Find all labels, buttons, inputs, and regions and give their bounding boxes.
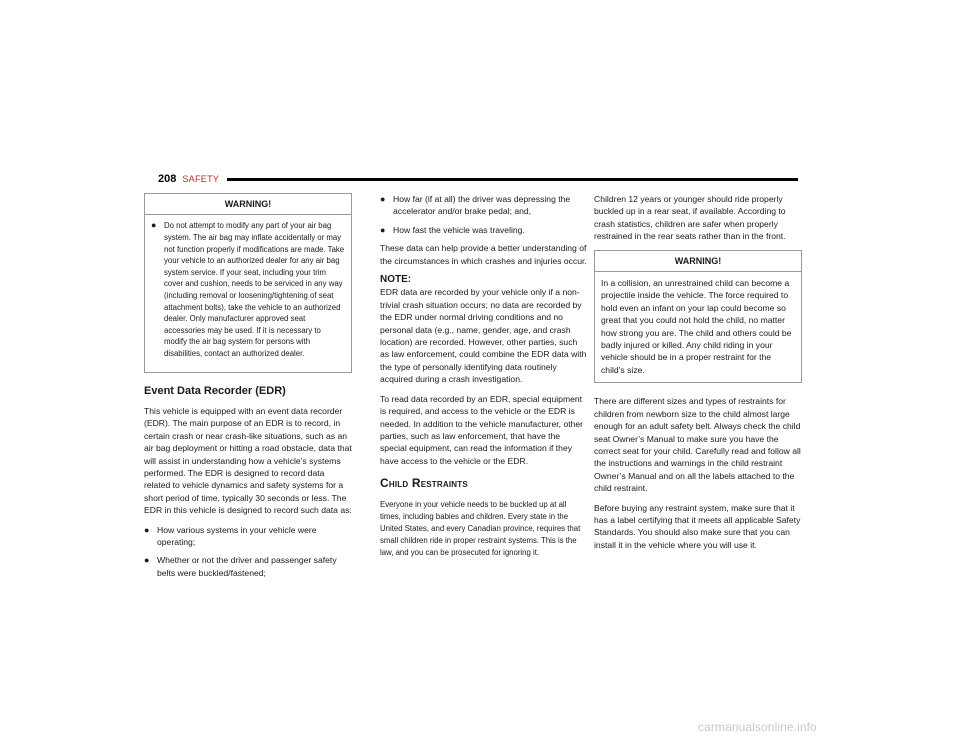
warning-bullet [151,220,345,359]
edr-read-paragraph: To read data recorded by an EDR, special equipment is required, and access to the vehicle or the EDR is needed. In addition to the vehicle manufacturer, other parties, such as law enforcement, that have the special equipment, can read the information if they have access to the vehicle or the EDR. [380,393,584,466]
bullet-icon: ● [380,224,386,235]
warning-body [595,272,801,382]
edr-paragraph: These data can help provide a better understanding of the circumstances in which crashes and injuries occur. [380,243,587,266]
warning-text: Do not attempt to modify any part of your air bag system. The air bag may inflate accidentally or may not function properly if modifications are made. Take your vehicle to an authorized dealer for any air bag system service. If your seat, including your trim cover and cushion, needs to be serviced in any way (including removal or loosening/tightening of seat attachment bolts), take the vehicle to an authorized dealer. Only manufacturer approved seat accessories may be used. If it is necessary to modify the air bag system for persons with disabilities, contact an authorized dealer. [164,221,345,358]
list-item-text: How various systems in your vehicle were operating; [157,524,317,547]
warning-body [145,215,351,371]
list-item-text: How fast the vehicle was traveling. [393,224,525,235]
column-middle [380,193,588,567]
child-restraints-heading: Child Restraints [380,476,468,491]
restraint-buying-paragraph: Before buying any restraint system, make sure that it has a label certifying that it meets all applicable Safety Standards. You should also make sure that you can install it in the vehicle where you will use it. [594,502,801,550]
bullet-icon: ● [151,220,157,231]
warning-text: In a collision, an unrestrained child can become a projectile inside the vehicle. The force required to hold even an infant on your lap could become so great that you could not hold the child, no matter how strong you are. The child and others could be badly injured or killed. Any child riding in your vehicle should be in a proper restraint for the child’s size. [601,278,792,375]
note-label: NOTE: [380,274,412,286]
warning-title: WARNING! [145,194,351,215]
column-right [594,193,802,558]
edr-intro: This vehicle is equipped with an event data recorder (EDR). The main purpose of an EDR is to record, in certain crash or near crash-like situations, such as an air bag deployment or hitting a road obstacle, data that will assist in understanding how a vehicle’s systems performed. The EDR is designed to record data related to vehicle dynamics and safety systems for a short period of time, typically 30 seconds or less. The EDR in this vehicle is designed to record such data as: [144,405,352,516]
header-rule [227,178,798,181]
bullet-icon: ● [380,194,386,204]
child-warning-box [594,250,802,384]
list-item [380,193,588,218]
page-number: 208 [158,173,177,185]
child-restraints-intro: Everyone in your vehicle needs to be buckled up at all times, including babies and children. Every state in the United States, and every Canadian province, requires that small children ride in proper restraint systems. This is the law, and you can be prosecuted for ignoring it. [380,499,581,558]
bullet-icon: ● [144,524,150,535]
note-text: EDR data are recorded by your vehicle only if a non-trivial crash situation occurs; no data are recorded by the EDR under normal driving conditions and no personal data (e.g., name, gender, age, and crash location) are recorded. However, other parties, such as law enforcement, could combine the EDR data with the type of personally identifying data routinely acquired during a crash investigation. [380,287,587,385]
edr-heading: Event Data Recorder (EDR) [144,384,286,397]
warning-title: WARNING! [595,251,801,272]
list-item [144,554,352,579]
restraint-types-paragraph: There are different sizes and types of restraints for children from newborn size to the child almost large enough for an adult safety belt. Always check the child seat Owner’s Manual to make sure you have the correct seat for your child. Carefully read and follow all the instructions and warnings in the child restraint Owner’s Manual and on all the labels attached to the child restraint. [594,396,801,494]
child-age-paragraph: Children 12 years or younger should ride properly buckled up in a rear seat, if available. According to crash statistics, children are safer when properly restrained in the rear seats rather than in the front. [594,194,786,242]
watermark: carmanualsonline.info [698,720,817,734]
list-item [144,524,352,549]
list-item-text: How far (if at all) the driver was depressing the accelerator and/or brake pedal; and, [393,194,571,217]
bullet-icon: ● [144,555,150,566]
page-header [158,172,798,186]
airbag-warning-box [144,193,352,373]
list-item-text: Whether or not the driver and passenger safety belts were buckled/fastened; [157,555,337,578]
column-left [144,193,352,585]
list-item [380,224,588,236]
section-title: SAFETY [182,174,220,184]
